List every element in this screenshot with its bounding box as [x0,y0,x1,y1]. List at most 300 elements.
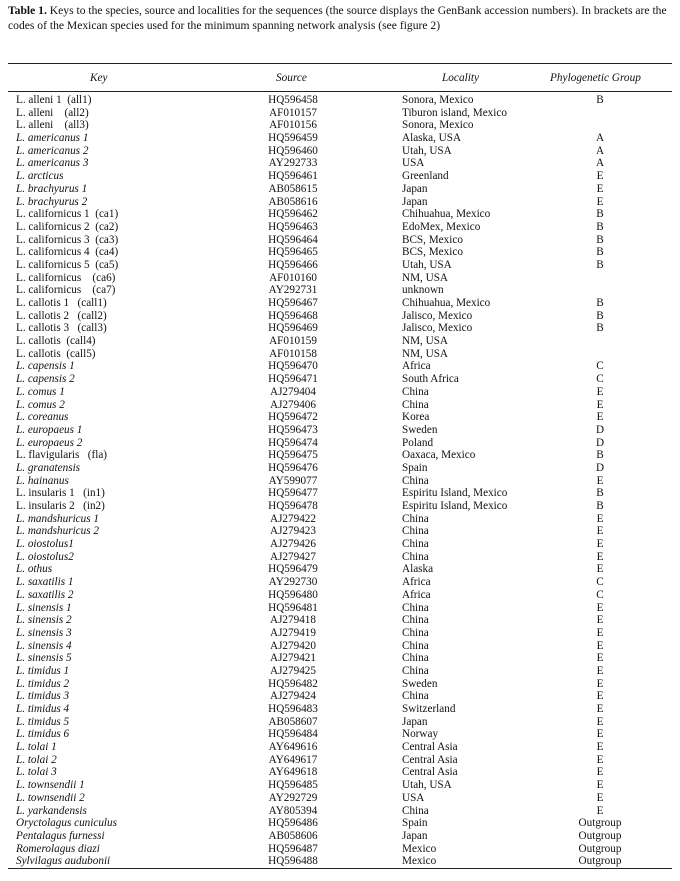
key-cell: L. saxatilis 1 [16,576,74,589]
key-cell: L. sinensis 5 [16,652,72,665]
source-cell: HQ596467 [268,297,318,309]
table-row [0,805,680,818]
source-cell: HQ596462 [268,208,318,221]
locality-cell: NM, USA [402,335,449,348]
group-cell: D [595,423,605,436]
group-cell: E [596,766,604,779]
key-cell: L. timidus 5 [16,715,70,728]
locality-cell: Chihuahua, Mexico [402,297,491,309]
key-cell: L. oiostolus2 [16,550,74,563]
source-cell: HQ596488 [268,855,318,868]
group-cell: C [596,373,604,386]
locality-cell: BCS, Mexico [402,246,463,259]
source-cell: HQ596470 [268,360,318,373]
source-cell: HQ596464 [268,233,318,246]
key-cell: L. hainanus [16,474,69,487]
key-cell: L. capensis 2 [16,373,75,386]
group-cell: E [596,195,604,208]
key-cell: L. californicus 5 (ca5) [16,258,119,271]
group-cell: E [596,804,604,817]
source-cell: HQ596469 [268,322,318,335]
source-cell: HQ596473 [268,423,318,436]
key-cell: L. americanus 3 [16,157,89,170]
table-row [0,678,680,691]
header-locality: Locality [442,72,480,84]
group-cell: A [595,144,605,157]
source-cell: HQ596461 [268,170,318,183]
group-cell: B [596,246,604,259]
locality-cell: Utah, USA [402,144,452,157]
key-cell: L. yarkandensis [16,804,87,817]
locality-cell: Japan [402,715,428,728]
key-cell: L. oiostolus1 [16,538,74,551]
table-row [0,399,680,412]
key-cell: L. townsendii 1 [16,779,85,792]
locality-cell: Poland [402,436,434,449]
table-row [0,348,680,361]
table-row [0,525,680,538]
group-cell: E [596,538,604,551]
source-cell: AY805394 [268,804,318,817]
group-cell: C [596,588,604,601]
locality-cell: China [402,652,429,665]
key-cell: L. californicus 4 (ca4) [16,246,119,259]
group-cell: E [596,601,604,614]
group-cell: E [596,715,604,728]
source-cell: HQ596487 [268,842,318,855]
key-cell: Oryctolagus cuniculus [16,817,117,830]
key-cell: L. sinensis 4 [16,639,72,652]
group-cell: B [596,500,604,512]
source-cell: AB058606 [268,829,318,842]
group-cell: E [596,791,604,804]
table-row [0,741,680,754]
table-row [0,576,680,589]
source-cell: AJ279427 [270,550,316,563]
source-cell: HQ596484 [268,728,318,741]
group-cell: E [596,677,604,690]
key-cell: L. alleni 1 (all1) [16,94,92,106]
source-cell: AY292731 [268,284,318,297]
locality-cell: Alaska [402,563,434,576]
table-row [0,284,680,297]
table-row [0,551,680,564]
key-cell: L. californicus 3 (ca3) [16,233,119,246]
source-cell: AY649618 [268,766,318,779]
key-cell: L. tolai 2 [16,753,57,766]
table-row [0,170,680,183]
source-cell: HQ596482 [268,677,318,690]
source-cell: AY292729 [268,791,318,804]
key-cell: L. callotis 2 (call2) [16,309,107,322]
table-row [0,792,680,805]
group-cell: E [596,652,604,665]
locality-cell: Africa [402,588,431,601]
locality-cell: Spain [402,817,428,830]
table-row [0,830,680,843]
group-cell: E [596,703,604,715]
locality-cell: Espiritu Island, Mexico [402,487,508,500]
locality-cell: BCS, Mexico [402,233,463,246]
source-cell: AF010157 [269,106,317,119]
table-row [0,386,680,399]
table-row [0,310,680,323]
table-row [0,602,680,615]
locality-cell: Switzerland [402,703,456,715]
table-row [0,221,680,234]
locality-cell: Chihuahua, Mexico [402,208,491,221]
key-cell: L. mandshuricus 1 [16,512,99,525]
table-row [0,640,680,653]
source-cell: AY649617 [268,753,318,766]
source-cell: AB058607 [268,715,318,728]
group-cell: E [596,512,604,525]
locality-cell: Korea [402,411,430,424]
locality-cell: China [402,614,429,627]
key-cell: L. timidus 4 [16,703,70,715]
group-cell: Outgroup [578,829,622,842]
key-cell: L. alleni (all3) [16,119,89,132]
table-row [0,335,680,348]
table-row [0,563,680,576]
source-cell: AB058615 [268,182,318,195]
group-cell: B [596,258,604,271]
source-cell: HQ596486 [268,817,318,830]
table-row [0,183,680,196]
table-row [0,487,680,500]
locality-cell: Utah, USA [402,779,452,792]
key-cell: L. americanus 2 [16,144,89,157]
locality-cell: Mexico [402,842,437,855]
key-cell: L. timidus 6 [16,728,70,741]
top-rule [8,63,672,64]
source-cell: AJ279425 [270,664,316,677]
locality-cell: Japan [402,182,428,195]
key-cell: L. coreanus [16,411,69,424]
table-row [0,728,680,741]
locality-cell: China [402,385,429,398]
group-cell: A [595,157,605,170]
key-cell: L. arcticus [16,170,64,183]
key-cell: L. insularis 1 (in1) [16,487,105,500]
key-cell: Pentalagus furnessi [16,829,105,842]
key-cell: L. insularis 2 (in2) [16,500,105,512]
table-row [0,322,680,335]
key-cell: L. timidus 3 [16,690,70,703]
table-row [0,690,680,703]
key-cell: L. callotis 1 (call1) [16,297,107,309]
locality-cell: Sweden [402,423,438,436]
locality-cell: Central Asia [402,753,458,766]
source-cell: AY649616 [268,741,318,754]
group-cell: B [596,309,604,322]
source-cell: HQ596483 [268,703,318,715]
locality-cell: Central Asia [402,766,458,779]
source-cell: AJ279418 [270,614,316,627]
group-cell: D [595,436,605,449]
locality-cell: Tiburon island, Mexico [402,106,507,119]
source-cell: HQ596458 [268,94,318,106]
source-cell: AY599077 [268,474,318,487]
key-cell: L. granatensis [16,461,81,474]
source-cell: AJ279422 [270,512,316,525]
locality-cell: China [402,664,429,677]
table-row [0,665,680,678]
locality-cell: China [402,525,429,538]
source-cell: AB058616 [268,195,318,208]
locality-cell: USA [402,157,425,170]
source-cell: AJ279420 [270,639,316,652]
table-row [0,538,680,551]
locality-cell: Jalisco, Mexico [402,322,473,335]
key-cell: L. comus 1 [16,385,65,398]
locality-cell: China [402,601,429,614]
locality-cell: Africa [402,576,431,589]
table-row [0,424,680,437]
key-cell: Sylvilagus audubonii [16,855,111,868]
table-row [0,246,680,259]
locality-cell: Utah, USA [402,258,452,271]
key-cell: L. timidus 1 [16,664,70,677]
locality-cell: Norway [402,728,439,741]
table-row [0,703,680,716]
source-cell: HQ596465 [268,246,318,259]
table-row [0,766,680,779]
source-cell: HQ596479 [268,563,318,576]
table-row [0,411,680,424]
group-cell: E [596,614,604,627]
group-cell: E [596,779,604,792]
locality-cell: Sonora, Mexico [402,94,474,106]
table-caption [8,3,672,33]
locality-cell: Oaxaca, Mexico [402,449,476,462]
group-cell: B [596,297,604,309]
table-row [0,843,680,856]
locality-cell: South Africa [402,373,459,386]
key-cell: L. californicus (ca6) [16,271,116,284]
source-cell: AJ279406 [270,398,316,411]
key-cell: L. saxatilis 2 [16,588,74,601]
group-cell: B [596,322,604,335]
header-group: Phylogenetic Group [550,72,641,84]
table-row [0,208,680,221]
key-cell: L. comus 2 [16,398,65,411]
source-cell: AF010156 [269,119,317,132]
locality-cell: Alaska, USA [402,132,462,145]
locality-cell: NM, USA [402,347,449,360]
group-cell: E [596,741,604,754]
group-cell: E [596,525,604,538]
table-row [0,297,680,310]
key-cell: L. townsendii 2 [16,791,85,804]
group-cell: E [596,550,604,563]
key-cell: L. europaeus 1 [16,423,83,436]
group-cell: E [596,728,604,741]
source-cell: AY292730 [268,576,318,589]
group-cell: E [596,170,604,183]
key-cell: L. othus [16,563,53,576]
key-cell: L. callotis (call5) [16,347,96,360]
source-cell: AJ279419 [270,626,316,639]
table-row [0,272,680,285]
locality-cell: Africa [402,360,431,373]
locality-cell: Greenland [402,170,449,183]
source-cell: HQ596471 [268,373,318,386]
locality-cell: Japan [402,829,428,842]
source-cell: HQ596466 [268,258,318,271]
source-cell: HQ596477 [268,487,318,500]
locality-cell: Jalisco, Mexico [402,309,473,322]
key-cell: L. brachyurus 1 [16,182,88,195]
key-cell: L. capensis 1 [16,360,75,373]
source-cell: AY292733 [268,157,318,170]
bottom-rule [8,868,672,869]
key-cell: L. tolai 3 [16,766,57,779]
table-row [0,449,680,462]
table-row [0,360,680,373]
source-cell: HQ596459 [268,132,318,145]
table-row [0,259,680,272]
locality-cell: China [402,690,429,703]
locality-cell: China [402,804,429,817]
locality-cell: China [402,639,429,652]
locality-cell: EdoMex, Mexico [402,220,481,233]
group-cell: E [596,690,604,703]
group-cell: Outgroup [578,842,622,855]
table-row [0,817,680,830]
key-cell: L. sinensis 1 [16,601,72,614]
table-row [0,437,680,450]
group-cell: D [595,461,605,474]
key-cell: Romerolagus diazi [16,842,100,855]
source-cell: HQ596474 [268,436,318,449]
table-row [0,107,680,120]
key-cell: L. flavigularis (fla) [16,449,108,462]
group-cell: E [596,182,604,195]
locality-cell: China [402,538,429,551]
key-cell: L. sinensis 2 [16,614,72,627]
table-row [0,234,680,247]
source-cell: AJ279426 [270,538,316,551]
key-cell: L. alleni (all2) [16,106,89,119]
source-cell: HQ596472 [268,411,318,424]
locality-cell: Sweden [402,677,438,690]
table-row [0,614,680,627]
locality-cell: Spain [402,461,428,474]
group-cell: Outgroup [578,855,622,868]
key-cell: L. californicus (ca7) [16,284,116,297]
key-cell: L. californicus 1 (ca1) [16,208,119,221]
source-cell: HQ596460 [268,144,318,157]
locality-cell: China [402,474,429,487]
table-row [0,475,680,488]
group-cell: E [596,626,604,639]
table-row [0,145,680,158]
source-cell: HQ596478 [268,500,318,512]
source-cell: HQ596476 [268,461,318,474]
locality-cell: Espiritu Island, Mexico [402,500,508,512]
source-cell: AF010158 [269,347,317,360]
group-cell: E [596,411,604,424]
table-row [0,652,680,665]
key-cell: L. timidus 2 [16,677,70,690]
table-row [0,779,680,792]
caption-text: Keys to the species, source and localities for the sequences (the source displays the GenBank accession numbers). In brackets are the codes of the Mexican species used for the minimum spanning network analysis (see figure 2) [8,4,667,32]
group-cell: C [596,360,604,373]
group-cell: B [596,233,604,246]
source-cell: HQ596485 [268,779,318,792]
locality-cell: China [402,626,429,639]
group-cell: C [596,576,604,589]
table-body [0,94,680,868]
source-cell: HQ596468 [268,309,318,322]
table-row [0,94,680,107]
source-cell: HQ596463 [268,220,318,233]
table-row [0,132,680,145]
key-cell: L. californicus 2 (ca2) [16,220,119,233]
group-cell: B [596,208,604,221]
header-key: Key [90,72,108,84]
group-cell: E [596,385,604,398]
locality-cell: USA [402,791,425,804]
source-cell: AJ279424 [270,690,316,703]
group-cell: B [596,94,604,106]
source-cell: AF010160 [269,271,317,284]
group-cell: A [595,132,605,145]
group-cell: E [596,753,604,766]
key-cell: L. sinensis 3 [16,626,72,639]
table-row [0,627,680,640]
table-row [0,855,680,868]
locality-cell: NM, USA [402,271,449,284]
table-row [0,500,680,513]
table-row [0,462,680,475]
group-cell: E [596,398,604,411]
source-cell: HQ596475 [268,449,318,462]
table-row [0,119,680,132]
key-cell: L. mandshuricus 2 [16,525,99,538]
table-row [0,373,680,386]
locality-cell: unknown [402,284,444,297]
group-cell: B [596,449,604,462]
source-cell: AJ279423 [270,525,316,538]
table-row [0,196,680,209]
source-cell: HQ596481 [268,601,318,614]
caption-label: Table 1. [8,4,47,17]
locality-cell: China [402,550,429,563]
group-cell: E [596,639,604,652]
source-cell: HQ596480 [268,588,318,601]
key-cell: L. brachyurus 2 [16,195,88,208]
key-cell: L. callotis 3 (call3) [16,322,107,335]
source-cell: AJ279404 [270,385,316,398]
group-cell: E [596,563,604,576]
table-row [0,716,680,729]
group-cell: B [596,220,604,233]
locality-cell: China [402,512,429,525]
source-cell: AJ279421 [270,652,316,665]
group-cell: E [596,664,604,677]
locality-cell: Central Asia [402,741,458,754]
key-cell: L. tolai 1 [16,741,57,754]
group-cell: Outgroup [578,817,622,830]
key-cell: L. europaeus 2 [16,436,83,449]
header-source: Source [276,72,307,84]
table-row [0,157,680,170]
key-cell: L. callotis (call4) [16,335,96,348]
locality-cell: Mexico [402,855,437,868]
locality-cell: Japan [402,195,428,208]
